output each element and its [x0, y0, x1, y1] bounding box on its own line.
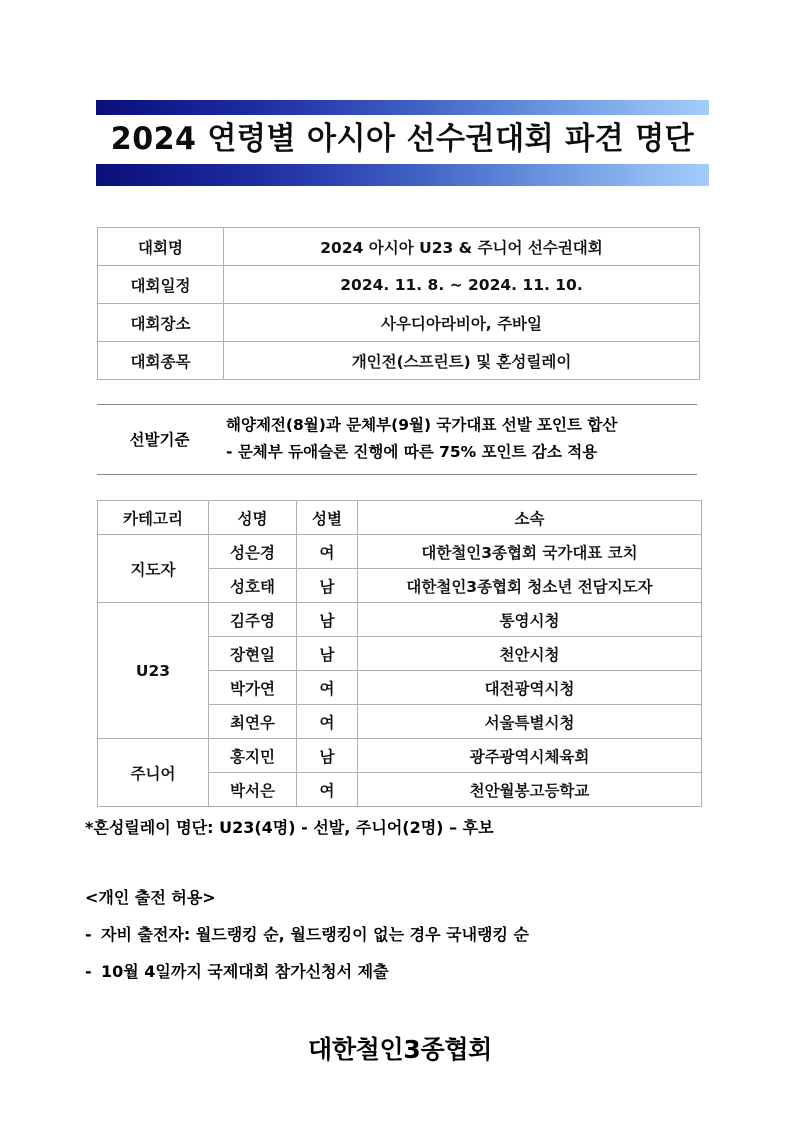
- member-affiliation: 서울특별시청: [358, 705, 702, 739]
- table-row: [98, 228, 700, 266]
- member-affiliation: 천안월봉고등학교: [358, 773, 702, 807]
- selection-criteria-block: [97, 404, 697, 475]
- table-row: [98, 304, 700, 342]
- relay-note: *혼성릴레이 명단: U23(4명) - 선발, 주니어(2명) – 후보: [85, 818, 494, 837]
- member-affiliation: 대한철인3종협회 청소년 전담지도자: [358, 569, 702, 603]
- issuing-organization: 대한철인3종협회: [307, 1035, 493, 1064]
- info-label: 대회장소: [98, 304, 224, 342]
- member-name: 장현일: [209, 637, 297, 671]
- info-value: 사우디아라비아, 주바일: [224, 304, 700, 342]
- member-name: 박서은: [209, 773, 297, 807]
- member-gender: 남: [297, 637, 358, 671]
- member-gender: 남: [297, 739, 358, 773]
- bullet-dash: -: [85, 962, 92, 981]
- individual-entry-section: [85, 885, 529, 996]
- member-name: 박가연: [209, 671, 297, 705]
- member-affiliation: 광주광역시체육회: [358, 739, 702, 773]
- info-value: 개인전(스프린트) 및 혼성릴레이: [224, 342, 700, 380]
- criteria-line-2: - 문체부 듀애슬론 진행에 따른 75% 포인트 감소 적용: [226, 443, 598, 461]
- member-affiliation: 대전광역시청: [358, 671, 702, 705]
- individual-entry-heading: <개인 출전 허용>: [85, 888, 216, 907]
- table-row: [98, 266, 700, 304]
- member-name: 성호태: [209, 569, 297, 603]
- member-gender: 여: [297, 773, 358, 807]
- criteria-label: 선발기준: [129, 431, 190, 449]
- member-name: 성은경: [209, 535, 297, 569]
- group-category-cell: U23: [98, 603, 209, 739]
- info-label: 대회종목: [98, 342, 224, 380]
- group-category-cell: 주니어: [98, 739, 209, 807]
- group-category-cell: 지도자: [98, 535, 209, 603]
- member-gender: 여: [297, 705, 358, 739]
- table-header-row: [98, 501, 702, 535]
- individual-entry-item: [85, 922, 529, 945]
- table-row: [98, 603, 702, 637]
- individual-entry-item-text: 자비 출전자: 월드랭킹 순, 월드랭킹이 없는 경우 국내랭킹 순: [101, 925, 529, 944]
- banner-gradient-bar-top: [96, 100, 709, 115]
- column-header-affiliation: 소속: [358, 501, 702, 535]
- member-gender: 여: [297, 671, 358, 705]
- member-name: 최연우: [209, 705, 297, 739]
- criteria-body: [222, 412, 697, 466]
- table-row: [98, 535, 702, 569]
- banner-gradient-bar-bottom: [96, 164, 709, 186]
- table-row: [98, 739, 702, 773]
- page-title: 2024 연령별 아시아 선수권대회 파견 명단: [110, 121, 695, 157]
- info-label: 대회일정: [98, 266, 224, 304]
- individual-entry-item: [85, 959, 529, 982]
- info-value: 2024 아시아 U23 & 주니어 선수권대회: [224, 228, 700, 266]
- bullet-dash: -: [85, 925, 92, 944]
- member-gender: 여: [297, 535, 358, 569]
- info-value: 2024. 11. 8. ~ 2024. 11. 10.: [224, 266, 700, 304]
- column-header-category: 카테고리: [98, 501, 209, 535]
- table-row: [98, 342, 700, 380]
- member-gender: 남: [297, 569, 358, 603]
- member-name: 홍지민: [209, 739, 297, 773]
- competition-info-table: [97, 227, 700, 380]
- column-header-name: 성명: [209, 501, 297, 535]
- column-header-gender: 성별: [297, 501, 358, 535]
- info-label: 대회명: [98, 228, 224, 266]
- roster-table: [97, 500, 702, 807]
- member-affiliation: 대한철인3종협회 국가대표 코치: [358, 535, 702, 569]
- member-affiliation: 통영시청: [358, 603, 702, 637]
- individual-entry-item-text: 10월 4일까지 국제대회 참가신청서 제출: [101, 962, 389, 981]
- member-name: 김주영: [209, 603, 297, 637]
- member-gender: 남: [297, 603, 358, 637]
- criteria-line-1: 해양제전(8월)과 문체부(9월) 국가대표 선발 포인트 합산: [226, 416, 618, 434]
- member-affiliation: 천안시청: [358, 637, 702, 671]
- title-banner: [96, 100, 709, 186]
